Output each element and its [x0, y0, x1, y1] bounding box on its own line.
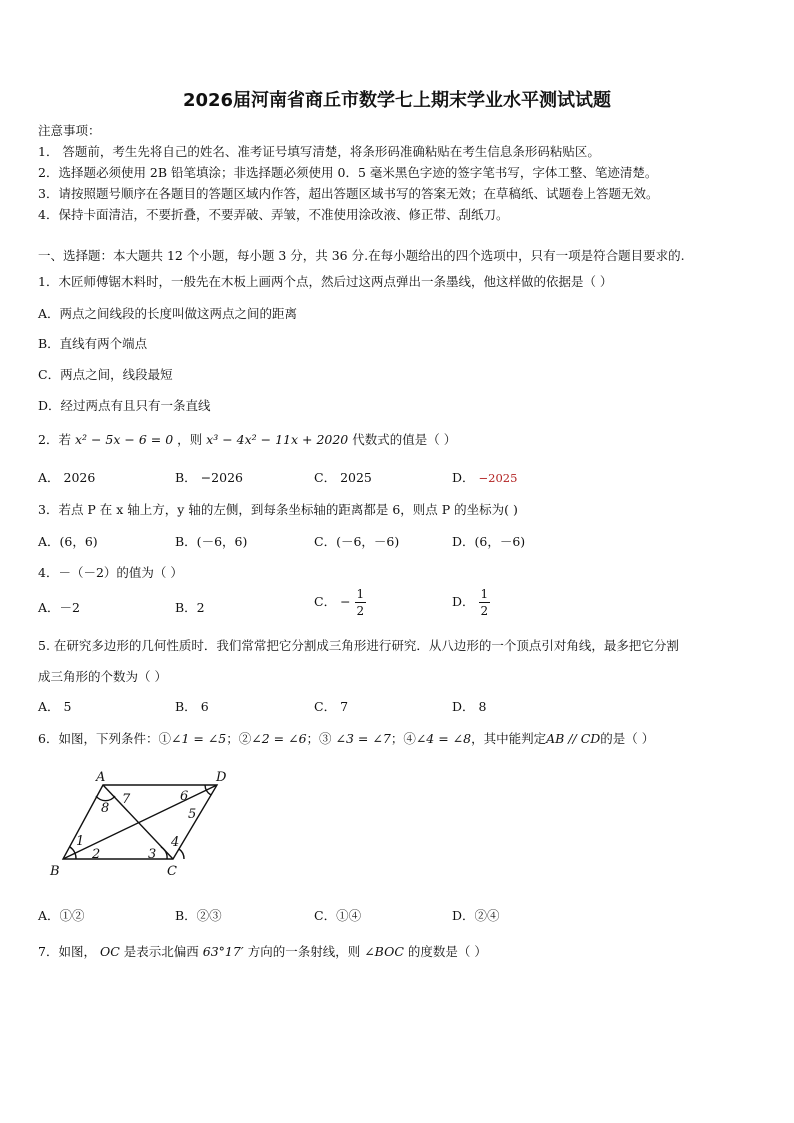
condition-1: ∠1 = ∠5 — [170, 731, 227, 746]
question-3-option-c: C．(－6，－6) — [314, 534, 400, 549]
question-6-stem — [38, 729, 654, 747]
question-7-stem — [38, 942, 487, 960]
ray-oc: OC — [99, 944, 120, 959]
vertex-label-b: B — [50, 864, 60, 879]
question-2-equation: x² − 5x − 6 = 0 — [74, 432, 174, 447]
stem-text: 6．如图，下列条件：① — [38, 731, 171, 746]
stem-text: ；② — [226, 731, 252, 746]
option-label: B． — [175, 699, 197, 714]
option-value: 2025 — [340, 470, 372, 485]
question-2-option-d — [452, 468, 517, 486]
angle-label-7: 7 — [122, 792, 131, 807]
stem-text: ，其中能判定 — [471, 731, 547, 746]
angle-label-3: 3 — [148, 847, 157, 862]
question-2-prefix: 2．若 — [38, 432, 71, 447]
question-1-option-b: B．直线有两个端点 — [38, 336, 148, 351]
question-4-option-a: A．－2 — [38, 600, 80, 615]
question-5-stem-line1: 5. 在研究多边形的几何性质时．我们常常把它分割成三角形进行研究．从八边形的一个顶点引对角线，最多把它分割 — [38, 638, 679, 653]
vertex-label-a: A — [96, 770, 106, 785]
question-2-expression: x³ − 4x² − 11x + 2020 — [206, 432, 349, 447]
angle-arc-c-outer — [179, 849, 184, 859]
section-heading: 一、选择题：本大题共 12 个小题，每小题 3 分，共 36 分.在每小题给出的四个选项中，只有一项是符合题目要求的. — [38, 248, 685, 263]
question-3-option-d: D．(6，－6) — [452, 534, 526, 549]
option-value: 7 — [340, 699, 349, 714]
question-1-stem: 1．木匠师傅锯木料时，一般先在木板上画两个点，然后过这两点弹出一条墨线，他这样做的依据是（ ） — [38, 274, 613, 289]
denominator: 2 — [356, 604, 365, 618]
fraction — [479, 588, 491, 617]
question-1-option-d: D．经过两点有且只有一条直线 — [38, 398, 211, 413]
angle-label-6: 6 — [180, 789, 189, 804]
minus-sign: − — [340, 594, 351, 609]
question-1-option-a: A．两点之间线段的长度叫做这两点之间的距离 — [38, 306, 298, 321]
question-2-stem — [38, 430, 456, 448]
angle-boc: ∠BOC — [364, 944, 404, 959]
stem-text: 是表示北偏西 — [123, 944, 199, 959]
stem-text: 的是（ ） — [600, 731, 655, 746]
question-2-option-a — [38, 468, 95, 486]
option-label: D． — [452, 470, 475, 485]
angle-arc-a — [96, 796, 115, 801]
question-2-suffix: 代数式的值是（ ） — [352, 432, 457, 447]
option-value: −2025 — [478, 471, 518, 485]
stem-text: ；④ — [390, 731, 416, 746]
option-label: A． — [38, 699, 60, 714]
vertex-label-d: D — [216, 770, 227, 785]
numerator: 1 — [356, 587, 365, 601]
question-5-option-d — [452, 697, 486, 715]
denominator: 2 — [480, 604, 489, 618]
angle-label-5: 5 — [188, 807, 197, 822]
numerator: 1 — [480, 587, 489, 601]
notice-item: 1． 答题前，考生先将自己的姓名、准考证号填写清楚，将条形码准确粘贴在考生信息条形码粘贴区。 — [38, 144, 600, 159]
condition-4: ∠4 = ∠8 — [415, 731, 472, 746]
question-1-option-c: C．两点之间，线段最短 — [38, 367, 173, 382]
condition-3: ∠3 = ∠7 — [335, 731, 391, 746]
option-value: 6 — [200, 699, 209, 714]
stem-text: 的度数是（ ） — [407, 944, 487, 959]
question-2-option-c — [314, 468, 372, 486]
question-4-option-b: B．2 — [175, 600, 205, 615]
question-4-option-d — [452, 588, 490, 617]
stem-text: 方向的一条射线，则 — [247, 944, 361, 959]
parallelogram-figure — [40, 762, 240, 887]
condition-2: ∠2 = ∠6 — [251, 731, 307, 746]
parallel-relation: AB // CD — [546, 731, 601, 746]
stem-text: 7．如图， — [38, 944, 96, 959]
option-label: C． — [314, 594, 337, 609]
question-3-option-b: B．(－6，6) — [175, 534, 248, 549]
fraction — [355, 588, 367, 617]
vertex-label-c: C — [167, 864, 177, 879]
angle-label-2: 2 — [92, 847, 101, 862]
question-2-option-b — [175, 468, 243, 486]
stem-text: ；③ — [306, 731, 336, 746]
angle-arc-c-inner — [161, 847, 167, 859]
question-6-option-d: D．②④ — [452, 908, 500, 923]
question-6-option-a: A．①② — [38, 908, 85, 923]
option-label: C． — [314, 470, 337, 485]
question-5-stem-line2: 成三角形的个数为（ ） — [38, 669, 167, 684]
option-label: D． — [452, 699, 475, 714]
question-6-option-c: C．①④ — [314, 908, 362, 923]
question-3-stem: 3．若点 P 在 x 轴上方，y 轴的左侧，到每条坐标轴的距离都是 6，则点 P 的坐标为( ) — [38, 502, 518, 517]
question-4-stem: 4．－（－2）的值为（ ） — [38, 565, 183, 580]
option-value: 2026 — [63, 470, 96, 485]
notice-item: 3．请按照题号顺序在各题目的答题区域内作答，超出答题区域书写的答案无效；在草稿纸、试题卷上答题无效。 — [38, 186, 659, 201]
page-title: 2026届河南省商丘市数学七上期末学业水平测试试题 — [182, 90, 612, 111]
question-6-option-b: B．②③ — [175, 908, 222, 923]
angle-label-1: 1 — [76, 834, 85, 849]
question-3-option-a: A．(6，6) — [38, 534, 98, 549]
question-5-option-c — [314, 697, 348, 715]
notice-item: 4．保持卡面清洁，不要折叠，不要弄破、弄皱，不准使用涂改液、修正带、刮纸刀。 — [38, 207, 509, 222]
question-4-option-c — [314, 588, 366, 617]
option-value: 8 — [478, 699, 487, 714]
notice-heading: 注意事项： — [38, 123, 101, 138]
option-label: B． — [175, 470, 197, 485]
question-5-option-a — [38, 697, 71, 715]
notice-item: 2．选择题必须使用 2B 铅笔填涂；非选择题必须使用 0．5 毫米黑色字迹的签字笔书写，字体工整、笔迹清楚。 — [38, 165, 658, 180]
question-5-option-b — [175, 697, 209, 715]
bearing-angle: 63°17′ — [202, 944, 244, 959]
diagonal-bd — [63, 785, 217, 859]
angle-label-8: 8 — [101, 801, 110, 816]
option-value: 5 — [63, 699, 72, 714]
option-value: −2026 — [200, 470, 243, 485]
option-label: D． — [452, 594, 475, 609]
question-2-middle: ，则 — [177, 432, 203, 447]
option-label: C． — [314, 699, 337, 714]
angle-label-4: 4 — [171, 835, 180, 850]
option-label: A． — [38, 470, 60, 485]
